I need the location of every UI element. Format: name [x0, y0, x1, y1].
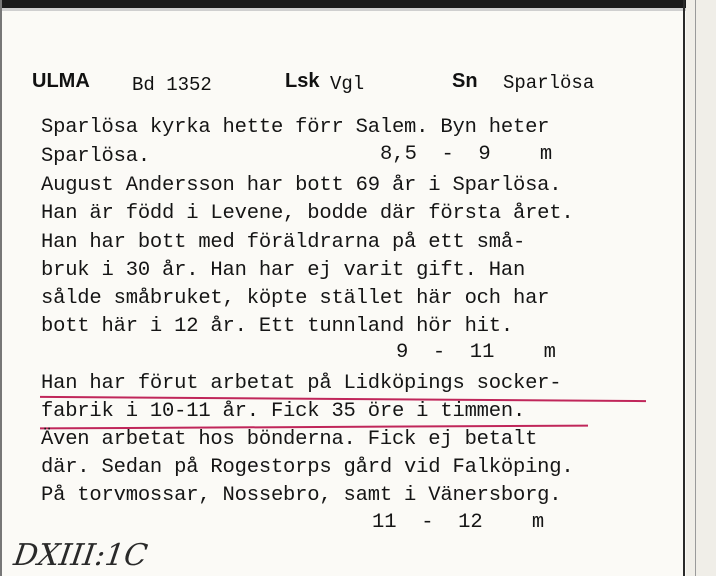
landskap-value: Vgl	[330, 73, 365, 95]
text-line-11: Även arbetat hos bönderna. Fick ej betalt	[41, 428, 538, 451]
card-top-shadow	[0, 8, 716, 11]
text-line-2: Sparlösa.	[41, 145, 150, 168]
range-marker-1: 8,5 - 9 m	[380, 143, 553, 166]
range-marker-2: 9 - 11 m	[396, 341, 556, 364]
card-right-margin	[686, 0, 716, 576]
socken-label: Sn	[452, 70, 478, 92]
card-left-edge	[0, 0, 2, 576]
socken-value: Sparlösa	[503, 72, 595, 94]
range-marker-3: 11 - 12 m	[372, 511, 545, 534]
handwritten-signum: DXIII:1C	[11, 538, 150, 573]
text-line-8: bott här i 12 år. Ett tunnland hör hit.	[41, 315, 513, 338]
text-line-10: fabrik i 10-11 år. Fick 35 öre i timmen.	[41, 400, 526, 423]
text-line-6: bruk i 30 år. Han har ej varit gift. Han	[41, 259, 526, 282]
text-line-7: sålde småbruket, köpte stället här och har	[41, 287, 550, 310]
volume-number: Bd 1352	[132, 74, 212, 96]
archive-code: ULMA	[32, 70, 90, 92]
text-line-3: August Andersson har bott 69 år i Sparlösa.	[41, 174, 562, 197]
text-line-12: där. Sedan på Rogestorps gård vid Falköping.	[41, 456, 574, 479]
text-line-5: Han har bott med föräldrarna på ett små-	[41, 231, 526, 254]
card-right-edge	[683, 0, 685, 576]
text-line-13: På torvmossar, Nossebro, samt i Vänersborg.	[41, 484, 562, 507]
card-top-edge	[0, 0, 716, 8]
text-line-4: Han är född i Levene, bodde där första året.	[41, 202, 574, 225]
text-line-9: Han har förut arbetat på Lidköpings socker-	[41, 372, 562, 395]
landskap-label: Lsk	[285, 70, 320, 92]
card-right-edge-outer	[695, 0, 696, 576]
text-line-1: Sparlösa kyrka hette förr Salem. Byn heter	[41, 116, 550, 139]
